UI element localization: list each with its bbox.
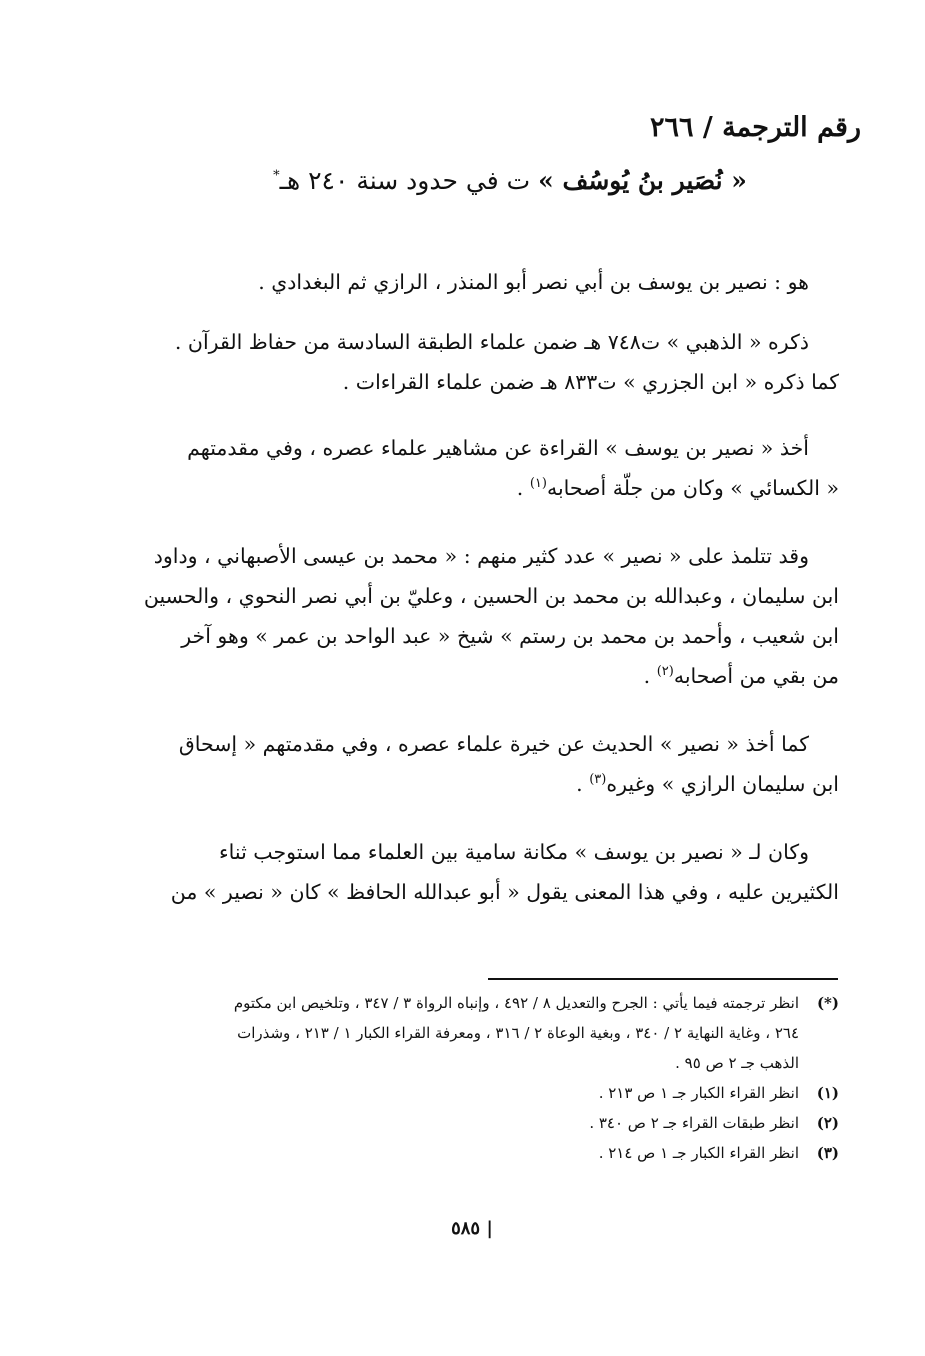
footnote-text [139,988,799,1078]
paragraph-mentions [139,322,839,402]
death-date: ت في حدود سنة ٢٤٠ هـ [279,166,531,195]
paragraph-line [139,468,839,508]
footnote-line: انظر ترجمته فيما يأتي : الجرح والتعديل ٨ / ٤٩٢ ، وإنباه الرواة ٣ / ٣٤٧ ، وتلخيص ابن مكتوم [233,994,799,1012]
paragraph-teachers [139,428,839,508]
paragraph-line: ابن شعيب ، وأحمد بن محمد بن رستم » شيخ « عبد الواحد بن عمر » وهو آخر [181,624,839,648]
punctuation: . [516,476,530,500]
biography-number-heading: رقم الترجمة / ٢٦٦ [649,112,861,143]
paragraph-line: ذكره « الذهبي » ت٧٤٨ هـ ضمن علماء الطبقة السادسة من حفاظ القرآن . [174,330,809,354]
footnote-line: انظر طبقات القراء جـ ٢ ص ٣٤٠ . [589,1114,799,1132]
footnote-marker: (٣) [816,1144,839,1162]
paragraph-text: « الكسائي » وكان من جلّة أصحابه [546,476,839,500]
paragraph-line [139,656,839,696]
footnote-marker: (٢) [816,1114,839,1132]
footnote-item [139,1138,839,1168]
paragraph-line: وقد تتلمذ على « نصير » عدد كثير منهم : « محمد بن عيسى الأصبهاني ، وداود [153,544,809,568]
footnote-marker: (١) [816,1084,839,1102]
title-footnote-mark: * [273,168,280,184]
paragraph-standing [139,832,839,912]
paragraph-line: ابن سليمان ، وعبدالله بن محمد بن الحسين ، وعليّ بن أبي نصر النحوي ، والحسين [143,584,839,608]
footnote-item [139,988,839,1078]
paragraph-line: كما أخذ « نصير » الحديث عن خيرة علماء عصره ، وفي مقدمتهم « إسحاق [178,732,809,756]
paragraph-line: الكثيرين عليه ، وفي هذا المعنى يقول « أبو عبدالله الحافظ » كان « نصير » من [170,880,839,904]
paragraph-line [139,764,839,804]
paragraph-text: من بقي من أصحابه [673,664,839,688]
footnote-ref-3: (٣) [589,772,607,788]
footnote-ref-1: (١) [529,476,547,492]
footnote-line: انظر القراء الكبار جـ ١ ص ٢١٣ . [598,1084,799,1102]
paragraph-line: أخذ « نصير بن يوسف » القراءة عن مشاهير علماء عصره ، وفي مقدمتهم [187,436,809,460]
footnote-item [139,1108,839,1138]
footnote-line: ٢٦٤ ، وغاية النهاية ٢ / ٣٤٠ ، وبغية الوعاة ٢ / ٣١٦ ، ومعرفة القراء الكبار ١ / ٢١٣ ، وشذرات [237,1024,799,1042]
punctuation: . [643,664,657,688]
punctuation: . [576,772,590,796]
paragraph-hadith [139,724,839,804]
paragraph-line: وكان لـ « نصير بن يوسف » مكانة سامية بين العلماء مما استوجب ثناء [219,840,809,864]
biography-title [230,166,790,195]
footnote-marker: (*) [816,994,839,1012]
paragraph-students [139,536,839,696]
footnote-item [139,1078,839,1108]
page-number: ٥٨٥ | [451,1218,493,1239]
paragraph-text: ابن سليمان الرازي » وغيره [606,772,839,796]
paragraph-identity [139,262,839,302]
subject-name: « نُصَير بنُ يُوسُف » [538,166,747,195]
footnote-line: انظر القراء الكبار جـ ١ ص ٢١٤ . [598,1144,799,1162]
footnote-line: الذهب جـ ٢ ص ٩٥ . [675,1054,799,1072]
footnote-ref-2: (٢) [656,664,674,680]
paragraph-line: كما ذكره « ابن الجزري » ت٨٣٣ هـ ضمن علماء القراءات . [342,370,839,394]
footnote-separator [488,978,838,980]
paragraph-line: هو : نصير بن يوسف بن أبي نصر أبو المنذر ، الرازي ثم البغدادي . [258,270,809,294]
footnotes [139,988,839,1168]
